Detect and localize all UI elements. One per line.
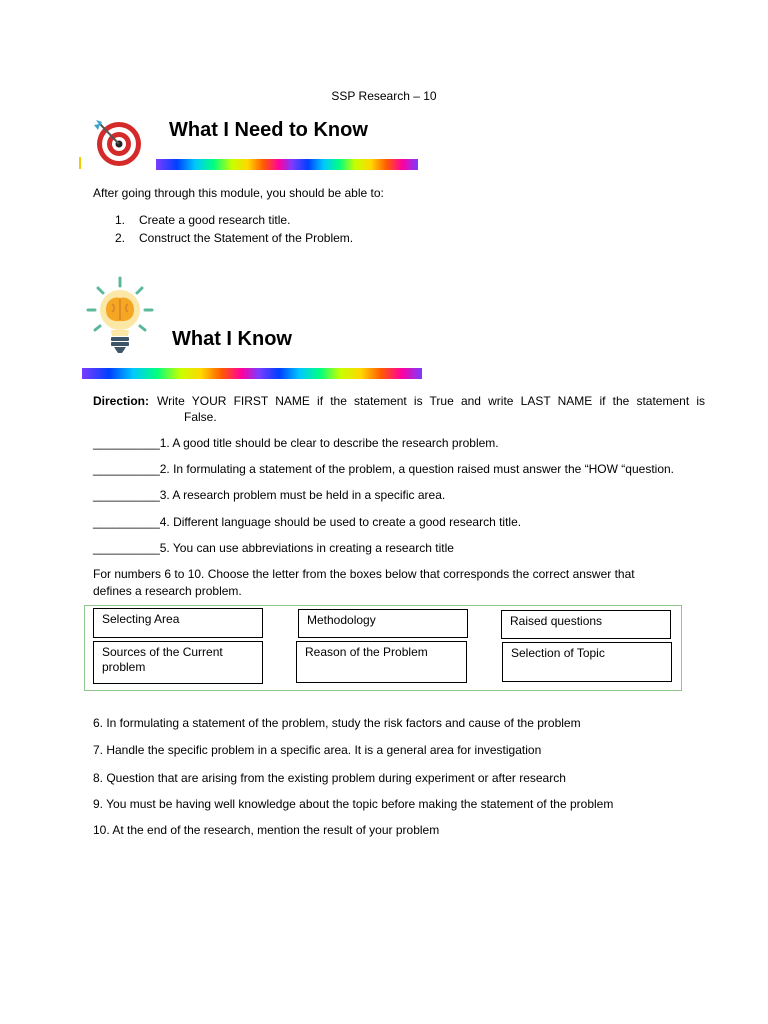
answer-blank[interactable]: __________ (93, 541, 160, 555)
rainbow-divider (156, 159, 418, 170)
mc-question: 7. Handle the specific problem in a specific area. It is a general area for investigation (93, 743, 542, 757)
mc-question: 10. At the end of the research, mention the result of your problem (93, 823, 440, 837)
direction-text-continued: False. (184, 410, 217, 424)
choice-box: Selection of Topic (502, 642, 672, 682)
direction-text: Write YOUR FIRST NAME if the statement is True and write LAST NAME if the statement is (157, 394, 705, 408)
section-title-need-to-know: What I Need to Know (169, 119, 368, 141)
choices-frame (84, 605, 682, 691)
tf-item (93, 541, 454, 556)
tf-item-text: 2. In formulating a statement of the problem, a question raised must answer the “HOW “question. (159, 462, 674, 476)
objective-number: 2. (115, 231, 126, 245)
objective-text: Construct the Statement of the Problem. (139, 231, 354, 245)
direction-label: Direction: (93, 394, 150, 408)
mc-question: 9. You must be having well knowledge about the topic before making the statement of the problem (93, 797, 614, 811)
tf-item (93, 515, 521, 530)
mc-question: 6. In formulating a statement of the problem, study the risk factors and cause of the problem (93, 716, 581, 730)
tf-item-text: 3. A research problem must be held in a specific area. (159, 488, 446, 502)
mc-question: 8. Question that are arising from the existing problem during experiment or after research (93, 771, 566, 785)
tf-item-text: 5. You can use abbreviations in creating a research title (159, 541, 454, 555)
document-header: SSP Research – 10 (331, 89, 437, 103)
tf-item (93, 488, 445, 503)
choice-box: Methodology (298, 609, 468, 638)
tf-item (93, 462, 674, 477)
section-title-what-i-know: What I Know (172, 328, 292, 350)
rainbow-divider (82, 368, 422, 379)
mc-instruction-continued: defines a research problem. (93, 584, 242, 598)
yellow-tick (79, 157, 81, 169)
choice-box: Sources of the Current problem (93, 641, 263, 684)
objective-text: Create a good research title. (139, 213, 291, 227)
answer-blank[interactable]: __________ (93, 462, 160, 476)
choice-box: Reason of the Problem (296, 641, 467, 683)
tf-item-text: 1. A good title should be clear to describe the research problem. (159, 436, 499, 450)
choice-box: Raised questions (501, 610, 671, 639)
tf-item (93, 436, 499, 451)
mc-instruction: For numbers 6 to 10. Choose the letter from the boxes below that corresponds the correct answer that (93, 567, 635, 581)
choice-box: Selecting Area (93, 608, 263, 638)
answer-blank[interactable]: __________ (93, 515, 160, 529)
target-icon (92, 116, 148, 168)
lightbulb-brain-icon (84, 276, 158, 360)
answer-blank[interactable]: __________ (93, 488, 160, 502)
module-intro: After going through this module, you should be able to: (93, 186, 384, 200)
objective-number: 1. (115, 213, 126, 227)
answer-blank[interactable]: __________ (93, 436, 160, 450)
tf-item-text: 4. Different language should be used to create a good research title. (159, 515, 522, 529)
